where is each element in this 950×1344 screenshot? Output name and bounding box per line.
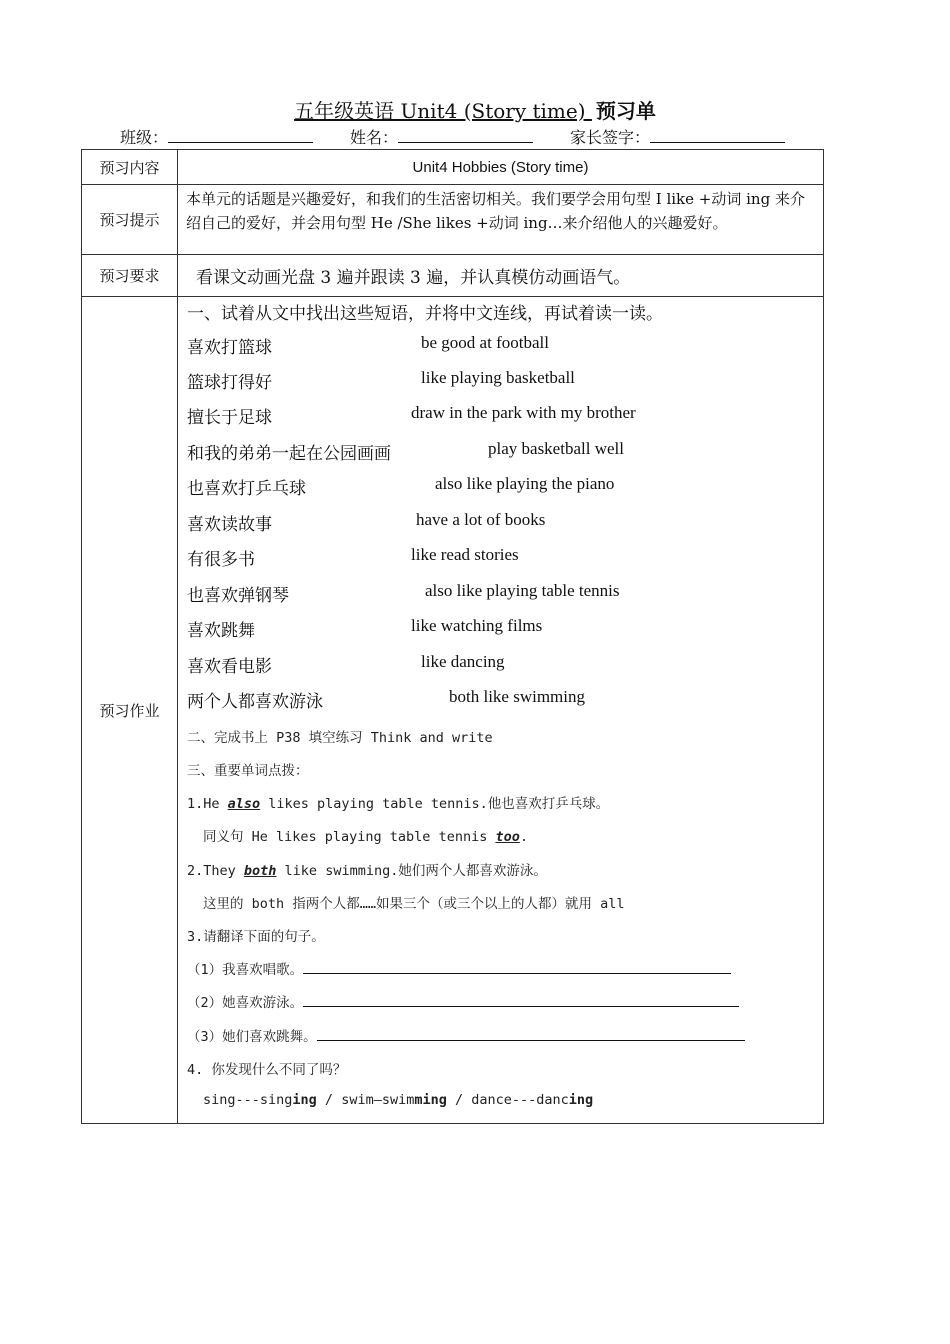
cn-phrase[interactable]: 擅长于足球 [187, 408, 272, 428]
item4-examples: sing---singing / swim—swimming / dance---dancing [203, 1092, 594, 1108]
en-phrase[interactable]: like dancing [421, 652, 505, 671]
keyword-both: both [243, 863, 277, 879]
answer-blank-3[interactable] [317, 1026, 745, 1041]
title-main: 五年级英语 Unit4 (Story time) [294, 99, 586, 123]
en-phrase[interactable]: have a lot of books [416, 510, 546, 529]
cn-phrase[interactable]: 和我的弟弟一起在公园画画 [187, 444, 391, 464]
parent-sign-blank[interactable] [650, 127, 785, 143]
translate-item-3: （3）她们喜欢跳舞。 [187, 1025, 745, 1045]
en-phrase[interactable]: draw in the park with my brother [411, 403, 636, 422]
en-phrase[interactable]: be good at football [421, 333, 549, 352]
en-phrase[interactable]: also like playing table tennis [425, 581, 620, 600]
homework-area [178, 297, 823, 1123]
section1-title: 一、试着从文中找出这些短语，并将中文连线，再试着读一读。 [187, 304, 663, 324]
label-requirement: 预习要求 [82, 255, 178, 297]
row-requirement [82, 255, 824, 297]
class-label: 班级： [120, 128, 169, 147]
unit-title: Unit4 Hobbies (Story time) [178, 150, 824, 185]
answer-blank-1[interactable] [303, 959, 731, 974]
item2-sentence: 2.They both like swimming.她们两个人都喜欢游泳。 [187, 863, 547, 879]
label-content: 预习内容 [82, 150, 178, 185]
section3-title: 三、重要单词点拨： [187, 763, 309, 779]
name-blank[interactable] [398, 127, 533, 143]
en-phrase[interactable]: like watching films [411, 616, 543, 635]
cn-phrase[interactable]: 喜欢看电影 [187, 657, 272, 677]
en-phrase[interactable]: like playing basketball [421, 368, 575, 387]
row-homework [82, 297, 824, 1124]
translate-item-1: （1）我喜欢唱歌。 [187, 958, 731, 978]
cn-phrase[interactable]: 喜欢打篮球 [187, 338, 272, 358]
label-homework: 预习作业 [82, 297, 178, 1124]
row-hint [82, 185, 824, 255]
item4-title: 4. 你发现什么不同了吗？ [187, 1062, 347, 1078]
keyword-also: also [227, 796, 261, 812]
item1-sentence: 1.He also likes playing table tennis.他也喜欢打乒乓球。 [187, 796, 610, 812]
item1-synonym: 同义句 He likes playing table tennis too. [203, 829, 528, 845]
parent-label: 家长签字： [570, 128, 651, 147]
title-suffix: 预习单 [595, 99, 656, 123]
hint-text: 本单元的话题是兴趣爱好，和我们的生活密切相关。我们要学会用句型 I like +动词 ing 来介绍自己的爱好，并会用句型 He /She likes +动词 ing…来介绍他人的兴趣爱好。 [186, 190, 805, 232]
requirement-text: 看课文动画光盘 3 遍并跟读 3 遍，并认真模仿动画语气。 [196, 268, 631, 288]
en-phrase[interactable]: play basketball well [488, 439, 624, 458]
row-content [82, 150, 824, 185]
name-label: 姓名： [350, 128, 399, 147]
class-blank[interactable] [168, 127, 313, 143]
label-hint: 预习提示 [82, 185, 178, 255]
cn-phrase[interactable]: 也喜欢打乒乓球 [187, 479, 306, 499]
item3-title: 3.请翻译下面的句子。 [187, 929, 325, 945]
cn-phrase[interactable]: 喜欢跳舞 [187, 621, 255, 641]
en-phrase[interactable]: both like swimming [449, 687, 585, 706]
answer-blank-2[interactable] [303, 992, 739, 1007]
cn-phrase[interactable]: 也喜欢弹钢琴 [187, 586, 289, 606]
keyword-too: too [495, 829, 520, 845]
info-line [120, 127, 820, 149]
en-phrase[interactable]: also like playing the piano [435, 474, 615, 493]
item2-note: 这里的 both 指两个人都……如果三个（或三个以上的人都）就用 all [203, 896, 625, 912]
cn-phrase[interactable]: 喜欢读故事 [187, 515, 272, 535]
translate-item-2: （2）她喜欢游泳。 [187, 991, 739, 1011]
page-title [0, 98, 950, 124]
preview-table [81, 149, 824, 1124]
cn-phrase[interactable]: 有很多书 [187, 550, 255, 570]
section2-text: 二、完成书上 P38 填空练习 Think and write [187, 730, 493, 746]
cn-phrase[interactable]: 两个人都喜欢游泳 [187, 692, 323, 712]
cn-phrase[interactable]: 篮球打得好 [187, 373, 272, 393]
en-phrase[interactable]: like read stories [411, 545, 519, 564]
